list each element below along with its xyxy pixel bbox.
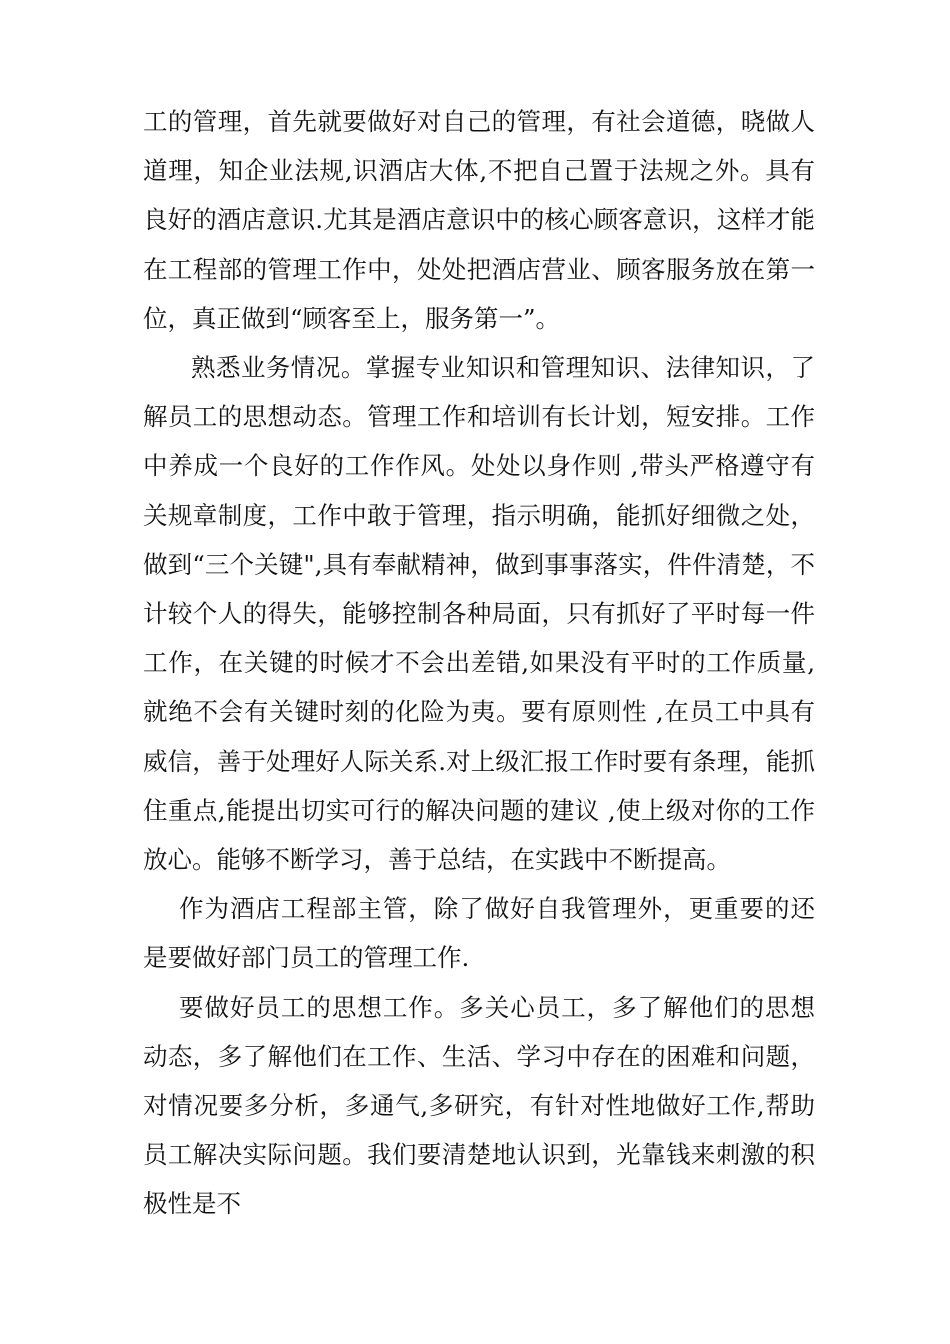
- document-body: [143, 97, 815, 1229]
- paragraph-3: 作为酒店工程部主管，除了做好自我管理外，更重要的还是要做好部门员工的管理工作.: [143, 894, 815, 973]
- paragraph-2: 熟悉业务情况。掌握专业知识和管理知识、法律知识，了解员工的思想动态。管理工作和培训有长计划，短安排。工作中养成一个良好的工作作风。处处以身作则 ,带头严格遵守有关规章制度，工作中敢于管理，指示明确，能抓好细微之处，做到“三个关键",具有奉献精神，做到事事落实，件件清楚，不计较个人的得失，能够控制各种局面，只有抓好了平时每一件工作，在关键的时候才不会出差错,如果没有平时的工作质量,就绝不会有关键时刻的化险为夷。要有原则性 ,在员工中具有威信，善于处理好人际关系.对上级汇报工作时要有条理，能抓住重点,能提出切实可行的解决问题的建议 ,使上级对你的工作放心。能够不断学习，善于总结，在实践中不断提高。: [143, 353, 815, 875]
- paragraph-4: 要做好员工的思想工作。多关心员工，多了解他们的思想动态，多了解他们在工作、生活、学习中存在的困难和问题，对情况要多分析，多通气,多研究，有针对性地做好工作,帮助员工解决实际问题。我们要清楚地认识到，光靠钱来刺激的积极性是不: [143, 992, 815, 1219]
- paragraph-1: 工的管理，首先就要做好对自己的管理，有社会道德，晓做人道理，知企业法规,识酒店大体,不把自己置于法规之外。具有良好的酒店意识.尤其是酒店意识中的核心顾客意识，这样才能在工程部的管理工作中，处处把酒店营业、顾客服务放在第一位，真正做到“顾客至上，服务第一”。: [143, 107, 815, 333]
